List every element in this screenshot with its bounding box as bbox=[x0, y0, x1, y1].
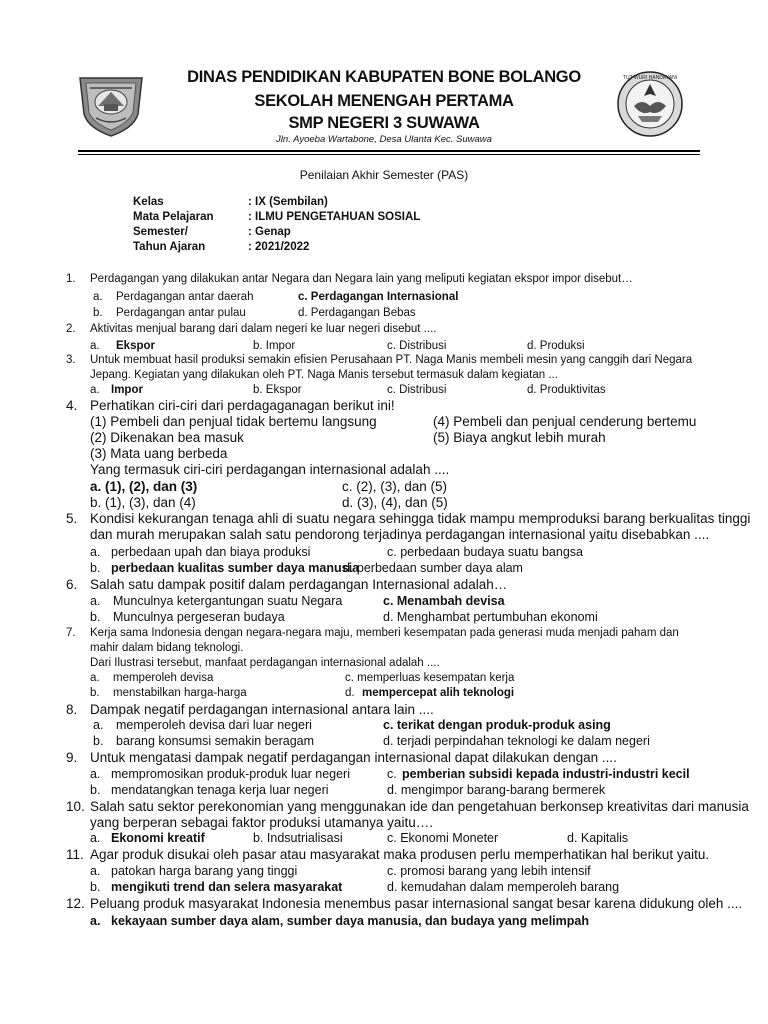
school-address: Jln. Ayoeba Wartabone, Desa Ulanta Kec. Suwawa bbox=[276, 134, 492, 145]
question-number: 4. bbox=[66, 398, 78, 413]
header-divider-thin bbox=[78, 154, 700, 155]
svg-text:TUT WURI HANDAYANI: TUT WURI HANDAYANI bbox=[622, 75, 678, 81]
option-c: c. (2), (3), dan (5) bbox=[342, 479, 448, 494]
option-c: c. Distribusi bbox=[387, 384, 447, 396]
option-c: c. Distribusi bbox=[387, 340, 447, 352]
option-a: memperoleh devisa bbox=[113, 672, 214, 684]
header-divider-thick bbox=[78, 150, 700, 152]
option-b-letter: b. bbox=[90, 561, 101, 575]
statement-1: (1) Pembeli dan penjual tidak bertemu langsung bbox=[90, 414, 377, 429]
question-number: 10. bbox=[66, 799, 85, 814]
option-d: d. Perdagangan Bebas bbox=[298, 307, 416, 319]
option-b-letter: b. bbox=[93, 307, 103, 319]
option-d-letter: d. bbox=[345, 687, 355, 699]
question-stem: Yang termasuk ciri-ciri perdagangan internasional adalah .... bbox=[90, 462, 450, 477]
question-text: Salah satu dampak positif dalam perdagangan Internasional adalah… bbox=[90, 577, 508, 592]
header-line-3: SMP NEGERI 3 SUWAWA bbox=[288, 114, 480, 132]
question-text: Untuk membuat hasil produksi semakin efisien Perusahaan PT. Naga Manis membeli mesin yang canggih dari Negara bbox=[90, 354, 693, 366]
question-number: 3. bbox=[66, 354, 76, 366]
option-b: b. (1), (3), dan (4) bbox=[90, 495, 196, 510]
option-c: c. promosi barang yang lebih intensif bbox=[387, 864, 591, 878]
option-a-answer: a. (1), (2), dan (3) bbox=[90, 479, 198, 494]
option-d: d. mengimpor barang-barang bermerek bbox=[387, 783, 606, 797]
info-label: Semester/ bbox=[133, 226, 188, 238]
option-a-letter: a. bbox=[90, 864, 101, 878]
question-text-cont: dan murah merupakan salah satu pendorong terjadinya perdagangan internasional yaitu disebabkan .... bbox=[90, 527, 710, 542]
option-a-letter: a. bbox=[90, 767, 101, 781]
option-b-letter: b. bbox=[90, 687, 100, 699]
question-number: 1. bbox=[66, 273, 76, 285]
option-d: d. Produksi bbox=[527, 340, 585, 352]
option-b: menstabilkan harga-harga bbox=[113, 687, 247, 699]
option-b-answer: perbedaan kualitas sumber daya manusia bbox=[111, 561, 360, 575]
option-d: d. perbedaan sumber daya alam bbox=[343, 561, 523, 575]
option-b-letter: b. bbox=[93, 734, 104, 748]
option-c-answer: c. Perdagangan Internasional bbox=[298, 291, 459, 303]
option-d: d. Menghambat pertumbuhan ekonomi bbox=[383, 610, 598, 624]
statement-5: (5) Biaya angkut lebih murah bbox=[433, 430, 606, 445]
option-a: patokan harga barang yang tinggi bbox=[111, 864, 298, 878]
info-value: : Genap bbox=[248, 226, 291, 238]
info-value: : ILMU PENGETAHUAN SOSIAL bbox=[248, 211, 421, 223]
option-a-letter: a. bbox=[90, 384, 100, 396]
question-text-cont: Jepang. Kegiatan yang dilakukan oleh PT. Naga Manis tersebut termasuk dalam kegiatan ... bbox=[90, 369, 558, 381]
option-a-letter: a. bbox=[90, 340, 100, 352]
question-text: Dampak negatif perdagangan internasional antara lain .... bbox=[90, 702, 434, 717]
option-d-answer: mempercepat alih teknologi bbox=[362, 687, 515, 699]
option-d: d. Produktivitas bbox=[527, 384, 606, 396]
option-b-answer: mengikuti trend dan selera masyarakat bbox=[111, 880, 343, 894]
question-text: Salah satu sektor perekonomian yang menggunakan ide dan pengetahuan berkonsep kreativitas dari manusia bbox=[90, 799, 749, 814]
question-number: 7. bbox=[66, 627, 76, 639]
question-text-cont: yang berperan sebagai faktor produksi utamanya yaitu…. bbox=[90, 815, 433, 830]
option-b: Perdagangan antar pulau bbox=[116, 307, 246, 319]
info-value: : 2021/2022 bbox=[248, 241, 310, 253]
option-a-answer: Ekonomi kreatif bbox=[111, 831, 205, 845]
question-number: 9. bbox=[66, 750, 78, 765]
question-text: Kerja sama Indonesia dengan negara-negara maju, memberi kesempatan pada generasi muda menjadi paham dan bbox=[90, 627, 679, 639]
question-number: 5. bbox=[66, 511, 78, 526]
statement-4: (4) Pembeli dan penjual cenderung bertemu bbox=[433, 414, 697, 429]
option-b-letter: b. bbox=[90, 783, 101, 797]
info-value: : IX (Sembilan) bbox=[248, 196, 328, 208]
option-b: b. Indsutrialisasi bbox=[253, 831, 343, 845]
question-number: 8. bbox=[66, 702, 78, 717]
option-c-answer: c. terikat dengan produk-produk asing bbox=[383, 718, 611, 732]
option-c: c. memperluas kesempatan kerja bbox=[345, 672, 515, 684]
question-text-cont: mahir dalam bidang teknologi. bbox=[90, 642, 244, 654]
option-c: c. Ekonomi Moneter bbox=[387, 831, 499, 845]
option-a-letter: a. bbox=[90, 545, 101, 559]
option-b: barang konsumsi semakin beragam bbox=[116, 734, 315, 748]
option-a-answer: Impor bbox=[111, 384, 143, 396]
option-c: c. perbedaan budaya suatu bangsa bbox=[387, 545, 583, 559]
exam-title: Penilaian Akhir Semester (PAS) bbox=[299, 168, 469, 182]
option-c-answer: c. Menambah devisa bbox=[383, 594, 505, 608]
question-text: Agar produk disukai oleh pasar atau masyarakat maka produsen perlu memperhatikan hal berikut yaitu. bbox=[90, 847, 710, 862]
header-line-2: SEKOLAH MENENGAH PERTAMA bbox=[254, 92, 514, 110]
option-a: memperoleh devisa dari luar negeri bbox=[116, 718, 312, 732]
info-label: Tahun Ajaran bbox=[133, 241, 206, 253]
statement-2: (2) Dikenakan bea masuk bbox=[90, 430, 244, 445]
option-a-letter: a. bbox=[90, 594, 101, 608]
question-text: Kondisi kekurangan tenaga ahli di suatu negara sehingga tidak mampu memproduksi barang berkualitas tinggi bbox=[90, 511, 751, 526]
option-a-answer: Ekspor bbox=[116, 340, 155, 352]
question-text: Untuk mengatasi dampak negatif perdagangan internasional dapat dilakukan dengan .... bbox=[90, 750, 617, 765]
question-number: 11. bbox=[66, 847, 84, 862]
option-c-letter: c. bbox=[387, 767, 397, 781]
option-a-letter: a. bbox=[90, 914, 101, 928]
option-c-answer: pemberian subsidi kepada industri-industri kecil bbox=[402, 767, 690, 781]
question-text: Aktivitas menjual barang dari dalam negeri ke luar negeri disebut .... bbox=[90, 323, 437, 335]
question-stem: Dari Ilustrasi tersebut, manfaat perdagangan internasional adalah .... bbox=[90, 657, 440, 669]
option-d: d. Kapitalis bbox=[567, 831, 629, 845]
info-label: Kelas bbox=[133, 196, 164, 208]
option-d: d. terjadi perpindahan teknologi ke dalam negeri bbox=[383, 734, 650, 748]
option-a: Perdagangan antar daerah bbox=[116, 291, 254, 303]
statement-3: (3) Mata uang berbeda bbox=[90, 446, 228, 461]
option-a: mempromosikan produk-produk luar negeri bbox=[111, 767, 351, 781]
option-b: Munculnya pergeseran budaya bbox=[113, 610, 285, 624]
option-a-letter: a. bbox=[93, 718, 104, 732]
option-a: Munculnya ketergantungan suatu Negara bbox=[113, 594, 343, 608]
question-number: 2. bbox=[66, 323, 76, 335]
option-a-letter: a. bbox=[93, 291, 103, 303]
question-text: Perhatikan ciri-ciri dari perdagaganagan berikut ini! bbox=[90, 398, 395, 413]
question-number: 6. bbox=[66, 577, 78, 592]
question-text: Peluang produk masyarakat Indonesia menembus pasar internasional sangat besar karena didukung oleh .... bbox=[90, 896, 743, 911]
info-label: Mata Pelajaran bbox=[133, 211, 214, 223]
option-d: d. (3), (4), dan (5) bbox=[342, 495, 448, 510]
option-b: mendatangkan tenaga kerja luar negeri bbox=[111, 783, 329, 797]
option-d: d. kemudahan dalam memperoleh barang bbox=[387, 880, 620, 894]
header-line-1: DINAS PENDIDIKAN KABUPATEN BONE BOLANGO bbox=[187, 68, 581, 86]
question-number: 12. bbox=[66, 896, 85, 911]
option-b-letter: b. bbox=[90, 610, 101, 624]
question-text: Perdagangan yang dilakukan antar Negara dan Negara lain yang meliputi kegiatan ekspor impor disebut… bbox=[90, 273, 633, 285]
option-b: b. Ekspor bbox=[253, 384, 302, 396]
option-a-answer: kekayaan sumber daya alam, sumber daya manusia, dan budaya yang melimpah bbox=[111, 914, 589, 928]
option-a-letter: a. bbox=[90, 831, 101, 845]
option-a: perbedaan upah dan biaya produksi bbox=[111, 545, 311, 559]
option-b: b. Impor bbox=[253, 340, 296, 352]
option-a-letter: a. bbox=[90, 672, 100, 684]
option-b-letter: b. bbox=[90, 880, 101, 894]
